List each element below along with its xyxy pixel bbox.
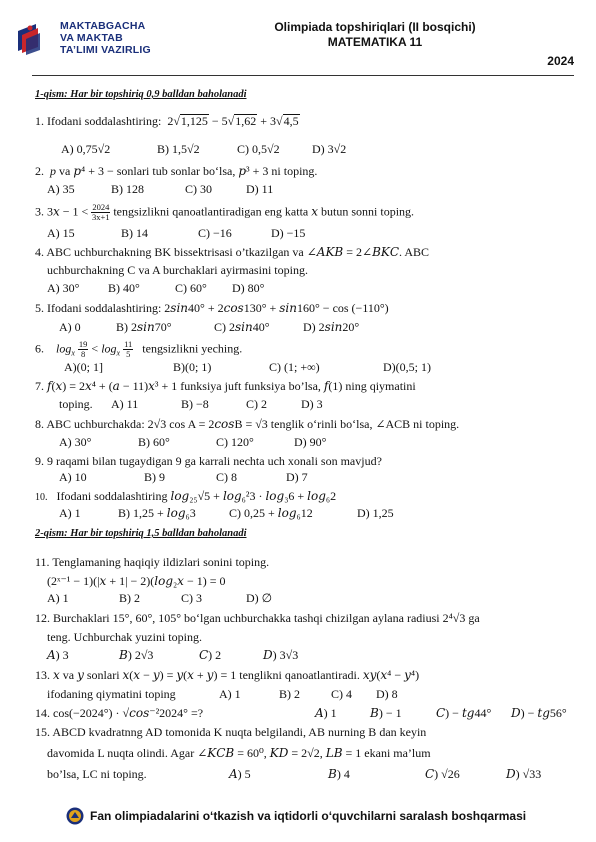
q9-option-a: A) 10 bbox=[59, 470, 87, 484]
q11-option-d: D) ∅ bbox=[246, 591, 273, 605]
header-divider bbox=[32, 75, 574, 76]
q3-option-c: C) −16 bbox=[198, 226, 232, 240]
q2-option-a: A) 35 bbox=[47, 182, 75, 196]
q12-option-a: 𝐴) 3 bbox=[47, 648, 69, 662]
question-4-line-1: 4. ABC uchburchakning BK bissektrisasi o’tkazilgan va ∠𝐴𝐾𝐵 = 2∠𝐵𝐾𝐶. ABC bbox=[35, 245, 430, 259]
question-2: 2. p va 𝑝⁴ + 3 − sonlari tub sonlar bo‘lsa, 𝑝³ + 3 ni toping. bbox=[35, 164, 318, 178]
q13-option-a: A) 1 bbox=[219, 687, 241, 701]
q11-option-b: B) 2 bbox=[119, 591, 140, 605]
q8-option-c: C) 120° bbox=[216, 435, 254, 449]
q7-option-d: D) 3 bbox=[301, 397, 323, 411]
q9-option-c: C) 8 bbox=[216, 470, 237, 484]
q5-option-a: A) 0 bbox=[59, 320, 81, 334]
q9-option-b: B) 9 bbox=[144, 470, 165, 484]
q6-option-d: D)(0,5; 1) bbox=[383, 360, 431, 374]
question-9: 9. 9 raqami bilan tugaydigan 9 ga karrali nechta uch xonali son mavjud? bbox=[35, 454, 382, 468]
q10-option-c: C) 0,25 + 𝑙𝑜𝑔₆12 bbox=[229, 506, 313, 520]
subject-title: MATEMATIKA 11 bbox=[327, 35, 423, 49]
q6-fraction-1 bbox=[78, 340, 89, 359]
page-title: Olimpiada topshiriqlari (II bosqichi) bbox=[274, 20, 476, 34]
q3-option-d: D) −15 bbox=[271, 226, 306, 240]
q2-text: va 𝑝⁴ + 3 − sonlari tub sonlar bo‘lsa, 𝑝³ + 3 ni toping. bbox=[59, 164, 318, 178]
question-15-line-2: davomida L nuqta olindi. Agar ∠𝐾𝐶𝐵 = 60⁰, 𝐾𝐷 = 2√2, 𝐿𝐵 = 1 ekani ma’lum bbox=[47, 746, 431, 760]
q1-rad1: 1,125 bbox=[180, 114, 208, 128]
q6-fraction-2 bbox=[123, 340, 133, 359]
question-8: 8. ABC uchburchakda: 2√3 cos A = 2𝑐𝑜𝑠B = √3 tenglik o‘rinli bo‘lsa, ∠ACB ni toping. bbox=[35, 417, 460, 431]
q11-option-c: C) 3 bbox=[181, 591, 202, 605]
question-13-line-1: 13. 𝑥 va 𝑦 sonlari 𝑥(𝑥 − 𝑦) = 𝑦(𝑥 + 𝑦) = 1 tenglikni qanoatlantiradi. 𝑥𝑦(𝑥⁴ − 𝑦⁴) bbox=[35, 668, 420, 682]
q4-option-a: A) 30° bbox=[47, 281, 80, 295]
q14-option-b: 𝐵) − 1 bbox=[370, 706, 402, 720]
question-11-line-2: (2ˣ⁻¹ − 1)(|𝑥 + 1| − 2)(𝑙𝑜𝑔₂𝑥 − 1) = 0 bbox=[47, 574, 226, 588]
footer-text: Fan olimpiadalarini o‘tkazish va iqtidorli o‘quvchilarni saralash boshqarmasi bbox=[90, 809, 527, 823]
q7-option-c: C) 2 bbox=[246, 397, 267, 411]
q6-d2: 5 bbox=[126, 349, 131, 359]
org-line-1: MAKTABGACHA bbox=[60, 20, 146, 32]
q6-number: 6. bbox=[35, 341, 44, 356]
q5-option-c: C) 2𝑠𝑖𝑛40° bbox=[214, 320, 270, 334]
question-12-line-1: 12. Burchaklari 15°, 60°, 105° bo‘lgan uchburchakka tashqi chizilgan aylana radiusi 2⁴√3 ga bbox=[35, 611, 480, 625]
q10-text: Ifodani soddalashtiring 𝑙𝑜𝑔₂₅√5 + 𝑙𝑜𝑔₆²3 · 𝑙𝑜𝑔₃6 + 𝑙𝑜𝑔₆2 bbox=[56, 489, 337, 503]
q1-option-d: D) 3√2 bbox=[312, 142, 347, 156]
q13-option-b: B) 2 bbox=[279, 687, 300, 701]
q8-option-a: A) 30° bbox=[59, 435, 92, 449]
q9-option-d: D) 7 bbox=[286, 470, 308, 484]
q12-option-b: 𝐵) 2√3 bbox=[119, 648, 154, 662]
q13-option-c: C) 4 bbox=[331, 687, 352, 701]
question-12-line-2: teng. Uchburchak yuzini toping. bbox=[47, 630, 202, 644]
q12-option-d: 𝐷) 3√3 bbox=[263, 648, 299, 662]
question-4-line-2: uchburchakning C va A burchaklari ayirmasini toping. bbox=[47, 263, 308, 277]
q11-option-a: A) 1 bbox=[47, 591, 69, 605]
q1-text: 1. Ifodani soddalashtiring: bbox=[35, 114, 162, 128]
section-2-heading: 2-qism: Har bir topshiriq 1,5 balldan baholanadi bbox=[35, 528, 247, 539]
q10-option-a: A) 1 bbox=[59, 506, 81, 520]
q6-d1: 8 bbox=[81, 349, 86, 359]
q15-option-d: 𝐷) √33 bbox=[506, 767, 542, 781]
question-14: 14. cos(−2024°) · √𝑐𝑜𝑠⁻²2024° =? bbox=[35, 706, 204, 720]
olympiad-emblem-icon bbox=[66, 807, 84, 825]
question-5: 5. Ifodani soddalashtiring: 2𝑠𝑖𝑛40° + 2𝑐𝑜𝑠130° + 𝑠𝑖𝑛160° − cos (−110°) bbox=[35, 301, 389, 315]
q3-option-a: A) 15 bbox=[47, 226, 75, 240]
q13-option-d: D) 8 bbox=[376, 687, 398, 701]
question-10 bbox=[35, 489, 336, 505]
q10-option-b: B) 1,25 + 𝑙𝑜𝑔₆3 bbox=[118, 506, 196, 520]
q2-option-d: D) 11 bbox=[246, 182, 274, 196]
q10-option-d: D) 1,25 bbox=[357, 506, 394, 520]
q5-option-d: D) 2𝑠𝑖𝑛20° bbox=[303, 320, 360, 334]
question-15-line-1: 15. ABCD kvadratnng AD tomonida K nuqta belgilandi, AB nurning B dan keyin bbox=[35, 725, 427, 739]
question-3 bbox=[35, 203, 414, 222]
q3-fraction bbox=[91, 203, 110, 222]
q6-n1: 19 bbox=[78, 339, 88, 349]
q12-option-c: 𝐶) 2 bbox=[199, 648, 222, 662]
q15-option-c: 𝐶) √26 bbox=[425, 767, 460, 781]
q2-option-c: C) 30 bbox=[185, 182, 212, 196]
q6-option-a: A)(0; 1] bbox=[64, 360, 103, 374]
q6-option-b: B)(0; 1) bbox=[173, 360, 212, 374]
q1-rad3: 4,5 bbox=[283, 114, 299, 128]
q6-n2: 11 bbox=[124, 339, 133, 349]
q1-option-c: C) 0,5√2 bbox=[237, 142, 280, 156]
q2-option-b: B) 128 bbox=[111, 182, 144, 196]
org-line-3: TA’LIMI VAZIRLIG bbox=[60, 44, 151, 56]
q15-option-a: 𝐴) 5 bbox=[229, 767, 251, 781]
question-1: 1. Ifodani soddalashtiring: 2√1,125 − 5√1,62 + 3√4,5 bbox=[35, 114, 299, 128]
q3-option-b: B) 14 bbox=[121, 226, 148, 240]
q4-option-c: C) 60° bbox=[175, 281, 207, 295]
question-13-line-2: ifodaning qiymatini toping bbox=[47, 687, 176, 701]
q1-rad2: 1,62 bbox=[235, 114, 257, 128]
q3-lhs: 3. 3𝑥 − 1 < bbox=[35, 204, 89, 219]
q4-option-d: D) 80° bbox=[232, 281, 265, 295]
question-11-line-1: 11. Tenglamaning haqiqiy ildizlari sonini toping. bbox=[35, 555, 270, 569]
q4-option-b: B) 40° bbox=[108, 281, 140, 295]
ministry-name bbox=[60, 20, 151, 56]
q3-den: 3x+1 bbox=[92, 212, 110, 222]
q14-option-d: 𝐷) − 𝑡𝑔56° bbox=[511, 706, 567, 720]
q6-option-c: C) (1; +∞) bbox=[269, 360, 320, 374]
question-6: 6. $\log_x$ $\frac{19}{8}$ < $\log_x$ $\frac{11}{5}$ tengsizlikni yeching. bbox=[35, 339, 243, 359]
q7-option-a: A) 11 bbox=[111, 397, 139, 411]
q14-option-a: 𝐴) 1 bbox=[315, 706, 337, 720]
q1-option-a: A) 0,75√2 bbox=[61, 142, 111, 156]
q14-option-c: 𝐶) − 𝑡𝑔44° bbox=[436, 706, 492, 720]
q5-option-b: B) 2𝑠𝑖𝑛70° bbox=[116, 320, 172, 334]
org-line-2: VA MAKTAB bbox=[60, 32, 123, 44]
q7-option-b: B) −8 bbox=[181, 397, 209, 411]
q8-option-d: D) 90° bbox=[294, 435, 327, 449]
year: 2024 bbox=[547, 54, 574, 68]
q6-text: tengsizlikni yeching. bbox=[142, 341, 243, 356]
question-15-line-3: bo’lsa, LC ni toping. bbox=[47, 767, 147, 781]
section-1-heading: 1-qism: Har bir topshiriq 0,9 balldan baholanadi bbox=[35, 89, 247, 100]
q3-text: tengsizlikni qanoatlantiradigan eng katta 𝑥 butun sonni toping. bbox=[113, 204, 415, 219]
q10-number: 10. bbox=[35, 492, 48, 503]
question-7-line-2: toping. bbox=[59, 397, 93, 411]
q1-option-b: B) 1,5√2 bbox=[157, 142, 200, 156]
q3-num: 2024 bbox=[92, 202, 110, 212]
q15-option-b: 𝐵) 4 bbox=[328, 767, 350, 781]
q8-option-b: B) 60° bbox=[138, 435, 170, 449]
question-7-line-1: 7. 𝑓(𝑥) = 2𝑥⁴ + (𝑎 − 11)𝑥³ + 1 funksiya juft funksiya bo’lsa, 𝑓(1) ning qiymatini bbox=[35, 379, 416, 393]
